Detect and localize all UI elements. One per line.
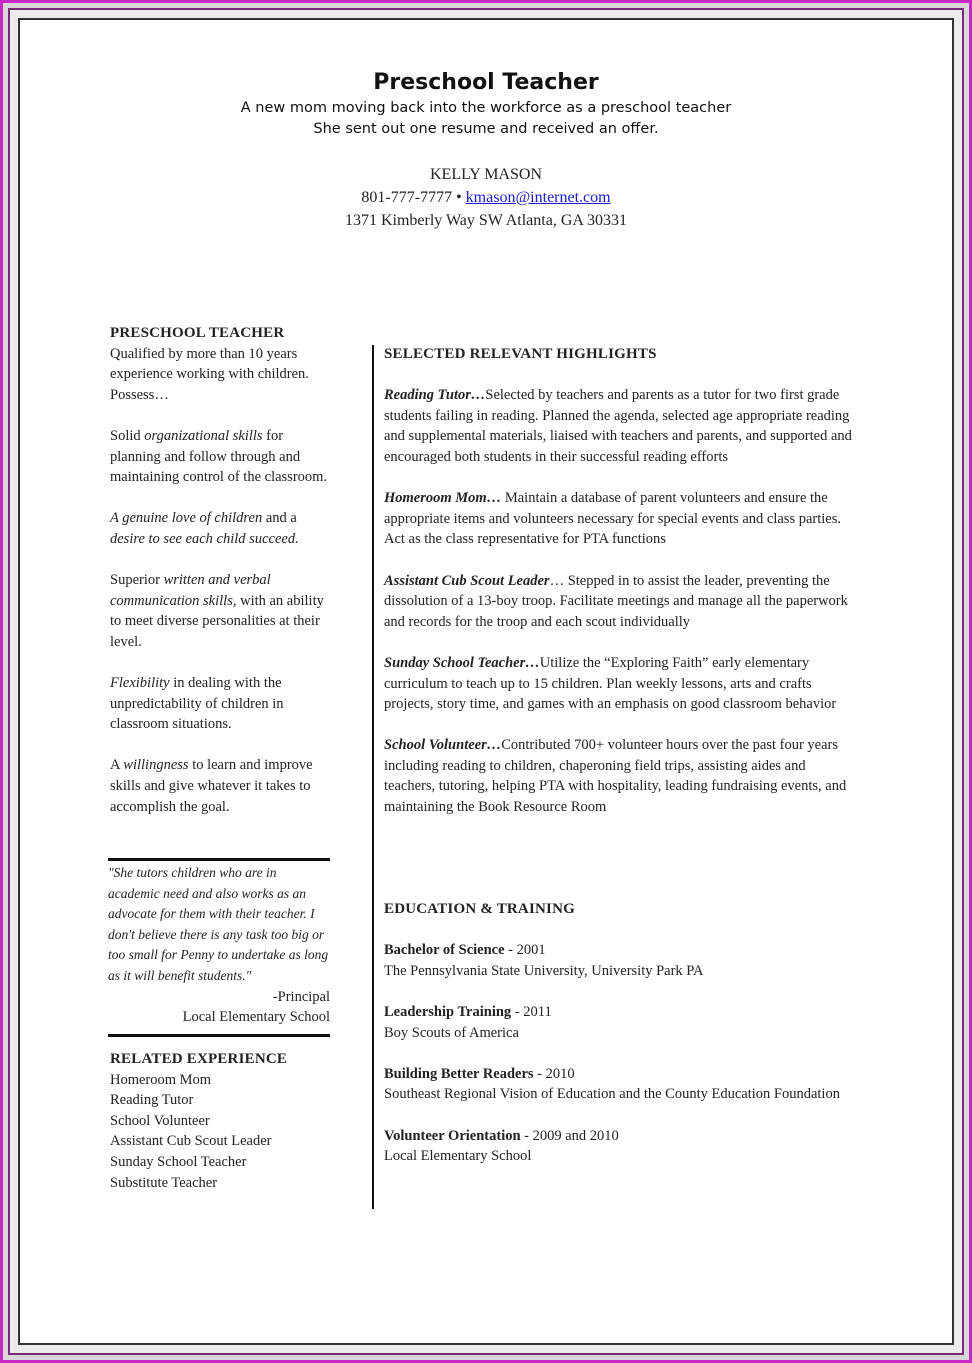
education-item: Volunteer Orientation - 2009 and 2010 Local Elementary School (384, 1127, 619, 1165)
list-item: Substitute Teacher (110, 1174, 218, 1191)
contact-separator: • (456, 189, 462, 206)
column-divider (372, 345, 374, 1209)
quality-love-of-children: A genuine love of children and a desire to see each child succeed. (110, 510, 299, 547)
email-link[interactable]: kmason@internet.com (465, 189, 611, 206)
objective-heading: PRESCHOOL TEACHER (110, 325, 285, 341)
page-title: Preschool Teacher (373, 70, 599, 95)
quality-willingness: A willingness to learn and improve skills and give whatever it takes to accomplish the goal. (110, 757, 313, 815)
right-column (384, 344, 854, 838)
highlight-item: School Volunteer…Contributed 700+ volunteer hours over the past four years including reading to children, chaperoning field trips, assisting aides and teachers, tutoring, helping PTA with hospitality, leading fundraising events, and maintaining the Book Resource Room (384, 737, 847, 816)
testimonial-organization: Local Elementary School (182, 1009, 330, 1026)
highlight-item: Sunday School Teacher…Utilize the “Exploring Faith” early elementary curriculum to teach up to 15 children. Plan weekly lessons, arts and crafts projects, story time, and games with an emphasis on good classroom behavior (384, 654, 837, 713)
education-item: Building Better Readers - 2010 Southeast Regional Vision of Education and the County Education Foundation (384, 1065, 840, 1103)
quality-organizational: Solid organizational skills for planning and follow through and maintaining control of the classroom. (110, 427, 328, 486)
contact-name: KELLY MASON (429, 166, 543, 183)
list-item: Sunday School Teacher (110, 1153, 247, 1170)
education-section (384, 899, 854, 1187)
highlight-item: Reading Tutor…Selected by teachers and parents as a tutor for two first grade students failing in reading. Planned the agenda, selected age appropriate reading and supplemental materials, liaised with teachers and parents, and supported and encouraged both students in their successful reading efforts (384, 387, 852, 465)
quality-flexibility: Flexibility in dealing with the unpredictability of children in classroom situations. (110, 675, 284, 733)
list-item: Homeroom Mom (110, 1071, 212, 1088)
highlight-item: Assistant Cub Scout Leader… Stepped in to assist the leader, preventing the dissolution of a 13-boy troop. Facilitate meetings and manage all the paperwork and records for the troop and each scout individually (384, 572, 848, 630)
related-experience (110, 1049, 330, 1193)
education-item: Bachelor of Science - 2001 The Pennsylvania State University, University Park PA (384, 942, 704, 979)
list-item: Reading Tutor (110, 1092, 194, 1109)
list-item: School Volunteer (110, 1112, 210, 1129)
related-list (110, 1070, 330, 1194)
related-heading: RELATED EXPERIENCE (110, 1051, 288, 1067)
contact-line (0, 189, 972, 207)
highlight-item: Homeroom Mom… Maintain a database of parent volunteers and ensure the appropriate items and volunteers necessary for special events and class parties. Act as the class representative for PTA functions (384, 490, 841, 548)
subtitle-line-2: She sent out one resume and received an offer. (313, 121, 659, 137)
highlights-heading: SELECTED RELEVANT HIGHLIGHTS (384, 346, 657, 362)
quality-communication: Superior written and verbal communication skills, with an ability to meet diverse personalities at their level. (110, 572, 324, 650)
testimonial-author: -Principal (272, 988, 330, 1005)
testimonial-box (108, 856, 330, 1037)
intro-text: Qualified by more than 10 years experience working with children. Possess… (110, 345, 309, 403)
subtitle-line-1: A new mom moving back into the workforce as a preschool teacher (240, 100, 732, 116)
contact-address: 1371 Kimberly Way SW Atlanta, GA 30331 (344, 212, 628, 229)
education-heading: EDUCATION & TRAINING (384, 901, 575, 917)
contact-phone: 801-777-7777 (361, 189, 453, 206)
left-column (110, 323, 330, 837)
testimonial-quote: "She tutors children who are in academic need and also works as an advocate for them with their teacher. I don't believe there is any task too big or too small for Penny to undertake as long as it will benefit students." (108, 865, 329, 983)
education-item: Leadership Training - 2011 Boy Scouts of America (384, 1003, 552, 1041)
list-item: Assistant Cub Scout Leader (110, 1133, 272, 1150)
